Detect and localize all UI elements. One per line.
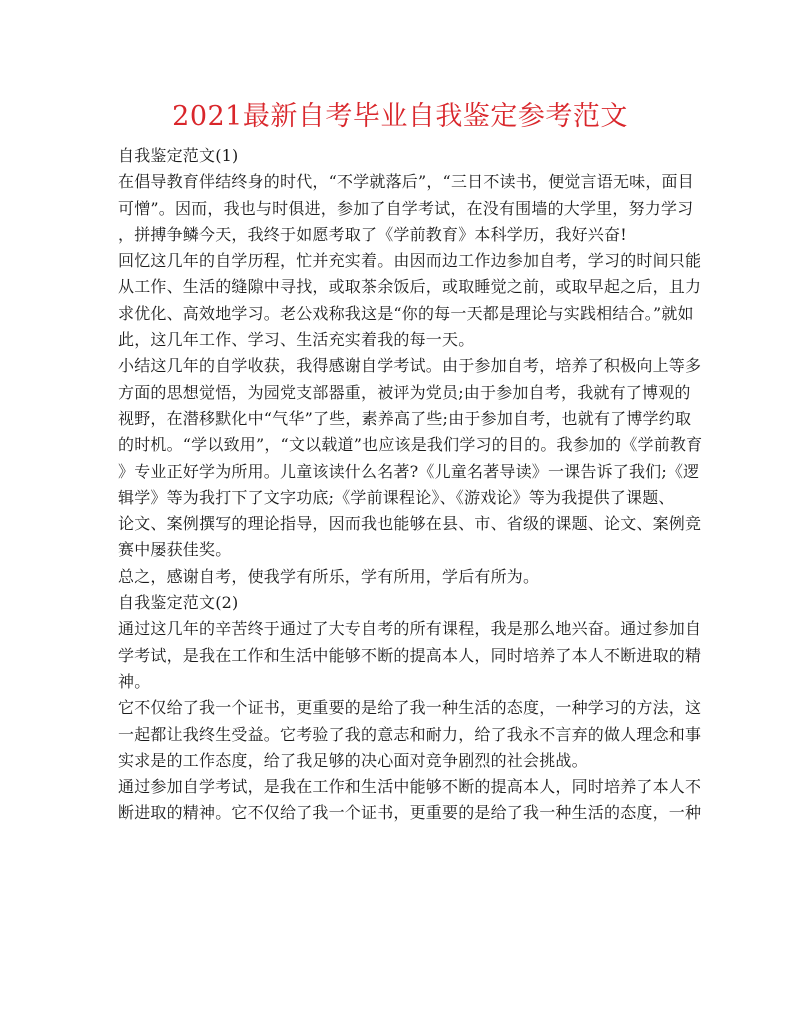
text-line: 视野，在潜移默化中“气华”了些，素养高了些;由于参加自考，也就有了博学约取 xyxy=(118,408,692,428)
text-line: 通过参加自学考试，是我在工作和生活中能够不断的提高本人，同时培养了本人不 xyxy=(118,777,702,797)
text-line: 的时机。“学以致用”，“文以载道”也应该是我们学习的目的。我参加的《学前教育 xyxy=(118,435,703,455)
document-title: 2021最新自考毕业自我鉴定参考范文 xyxy=(172,101,628,132)
text-line: 赛中屡获佳奖。 xyxy=(118,540,232,560)
text-line: 总之，感谢自考，使我学有所乐，学有所用，学后有所为。 xyxy=(118,566,540,586)
text-line: 实求是的工作态度，给了我足够的决心面对竞争剧烈的社会挑战。 xyxy=(118,750,588,770)
text-line: 神。 xyxy=(118,671,151,691)
text-line: 自我鉴定范文(1) xyxy=(118,146,239,165)
text-line: 求优化、高效地学习。老公戏称我这是“你的每一天都是理论与实践相结合。”就如 xyxy=(118,303,694,323)
text-line: 辑学》等为我打下了文字功底;《学前课程论》、《游戏论》等为我提供了课题、 xyxy=(118,487,675,507)
text-line: 可憎”。因而，我也与时俱进，参加了自学考试，在没有围墙的大学里，努力学习 xyxy=(118,198,694,218)
text-line: 一起都让我终生受益。它考验了我的意志和耐力，给了我永不言弃的做人理念和事 xyxy=(118,724,702,744)
text-line: 通过这几年的辛苦终于通过了大专自考的所有课程，我是那么地兴奋。通过参加自 xyxy=(118,619,702,639)
text-line: 此，这几年工作、学习、生活充实着我的每一天。 xyxy=(118,330,475,350)
text-line: 方面的思想觉悟，为园党支部器重，被评为党员;由于参加自考，我就有了博观的 xyxy=(118,382,691,402)
text-line: 从工作、生活的缝隙中寻找，或取茶余饭后，或取睡觉之前，或取早起之后，且力 xyxy=(118,277,702,297)
text-line: 论文、案例撰写的理论指导，因而我也能够在县、市、省级的课题、论文、案例竞 xyxy=(118,514,702,534)
text-line: 断进取的精神。它不仅给了我一个证书，更重要的是给了我一种生活的态度，一种 xyxy=(118,803,702,823)
text-line: 学考试，是我在工作和生活中能够不断的提高本人，同时培养了本人不断进取的精 xyxy=(118,645,702,665)
text-line: 它不仅给了我一个证书，更重要的是给了我一种生活的态度，一种学习的方法，这 xyxy=(118,698,702,718)
text-line: ，拼搏争鳞今天，我终于如愿考取了《学前教育》本科学历，我好兴奋! xyxy=(118,224,627,244)
text-line: 》专业正好学为所用。儿童该读什么名著?《儿童名著导读》一课告诉了我们;《逻 xyxy=(118,461,700,481)
document-body xyxy=(118,143,703,827)
text-line: 自我鉴定范文(2) xyxy=(118,593,239,613)
text-line: 在倡导教育伴结终身的时代，“不学就落后”，“三日不读书，便觉言语无味，面目 xyxy=(118,172,694,192)
text-line: 小结这几年的自学收获，我得感谢自学考试。由于参加自考，培养了积极向上等多 xyxy=(118,356,702,376)
text-line: 回忆这几年的自学历程，忙并充实着。由因而边工作边参加自考，学习的时间只能 xyxy=(118,251,702,271)
